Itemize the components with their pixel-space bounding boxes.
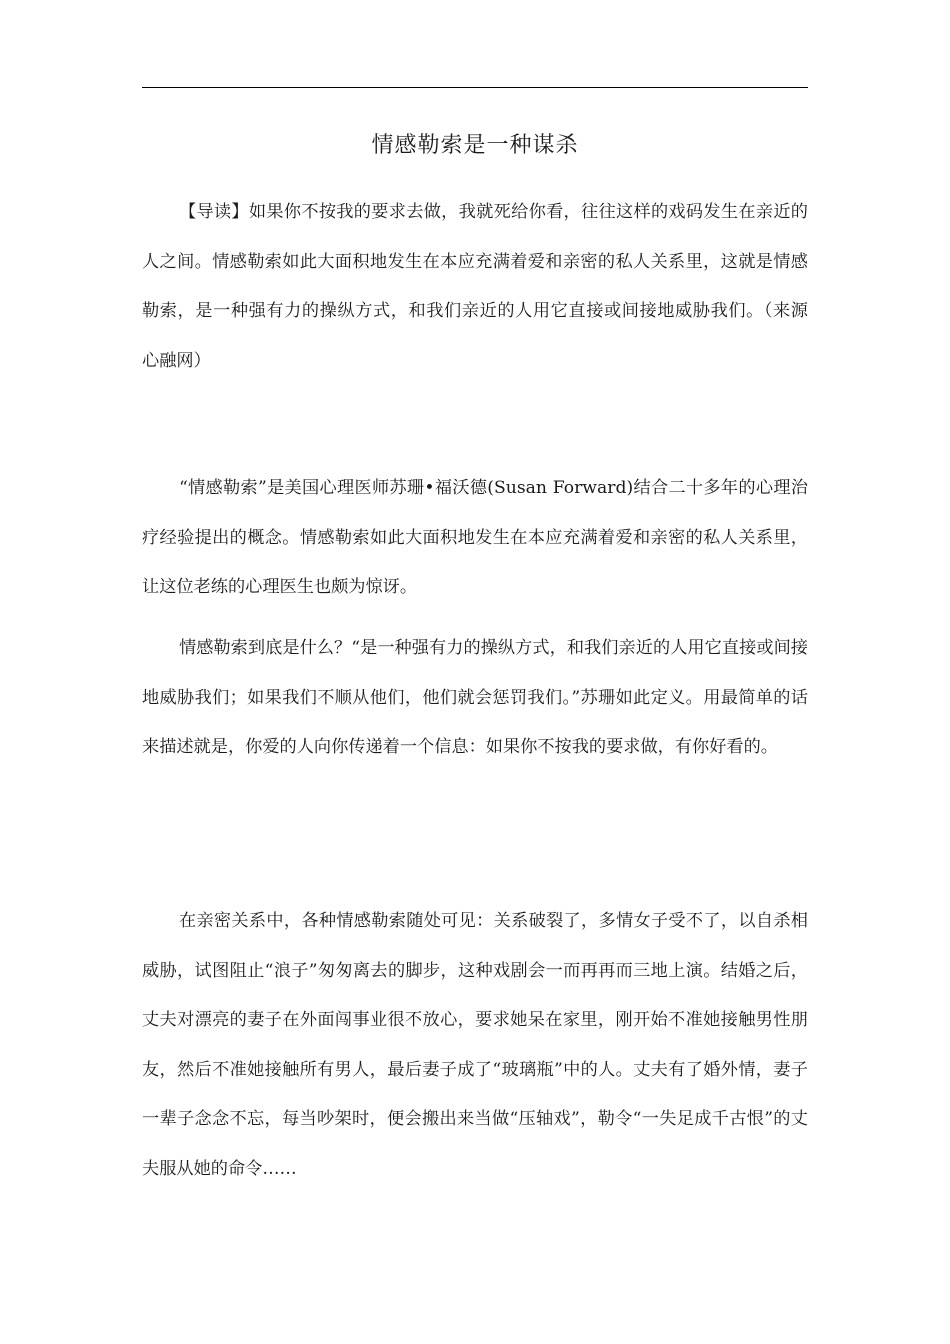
- document-title: 情感勒索是一种谋杀: [371, 133, 579, 158]
- header-rule: [142, 87, 808, 88]
- paragraph-intro: 【导读】如果你不按我的要求去做，我就死给你看，往往这样的戏码发生在亲近的人之间。情感勒索如此大面积地发生在本应充满着爱和亲密的私人关系里，这就是情感勒索，是一种强有力的操纵方式，和我们亲近的人用它直接或间接地威胁我们。（来源 心融网）: [142, 202, 808, 371]
- paragraph-definition: 情感勒索到底是什么？“是一种强有力的操纵方式，和我们亲近的人用它直接或间接地威胁我们；如果我们不顺从他们，他们就会惩罚我们。”苏珊如此定义。用最简单的话来描述就是，你爱的人向你传递着一个信息：如果你不按我的要求做，有你好看的。: [142, 638, 808, 757]
- paragraph-examples: 在亲密关系中，各种情感勒索随处可见：关系破裂了，多情女子受不了，以自杀相威胁，试图阻止“浪子”匆匆离去的脚步，这种戏剧会一而再再而三地上演。结婚之后，丈夫对漂亮的妻子在外面闯事业很不放心，要求她呆在家里，刚开始不准她接触男性朋友，然后不准她接触所有男人，最后妻子成了“玻璃瓶”中的人。丈夫有了婚外情，妻子一辈子念念不忘，每当吵架时，便会搬出来当做“压轴戏”，勒令“一失足成千古恨”的丈夫服从她的命令……: [142, 911, 808, 1179]
- paragraph-origin: “情感勒索”是美国心理医师苏珊•福沃德(Susan Forward)结合二十多年的心理治疗经验提出的概念。情感勒索如此大面积地发生在本应充满着爱和亲密的私人关系里，让这位老练的心理医生也颇为惊讶。: [142, 478, 808, 597]
